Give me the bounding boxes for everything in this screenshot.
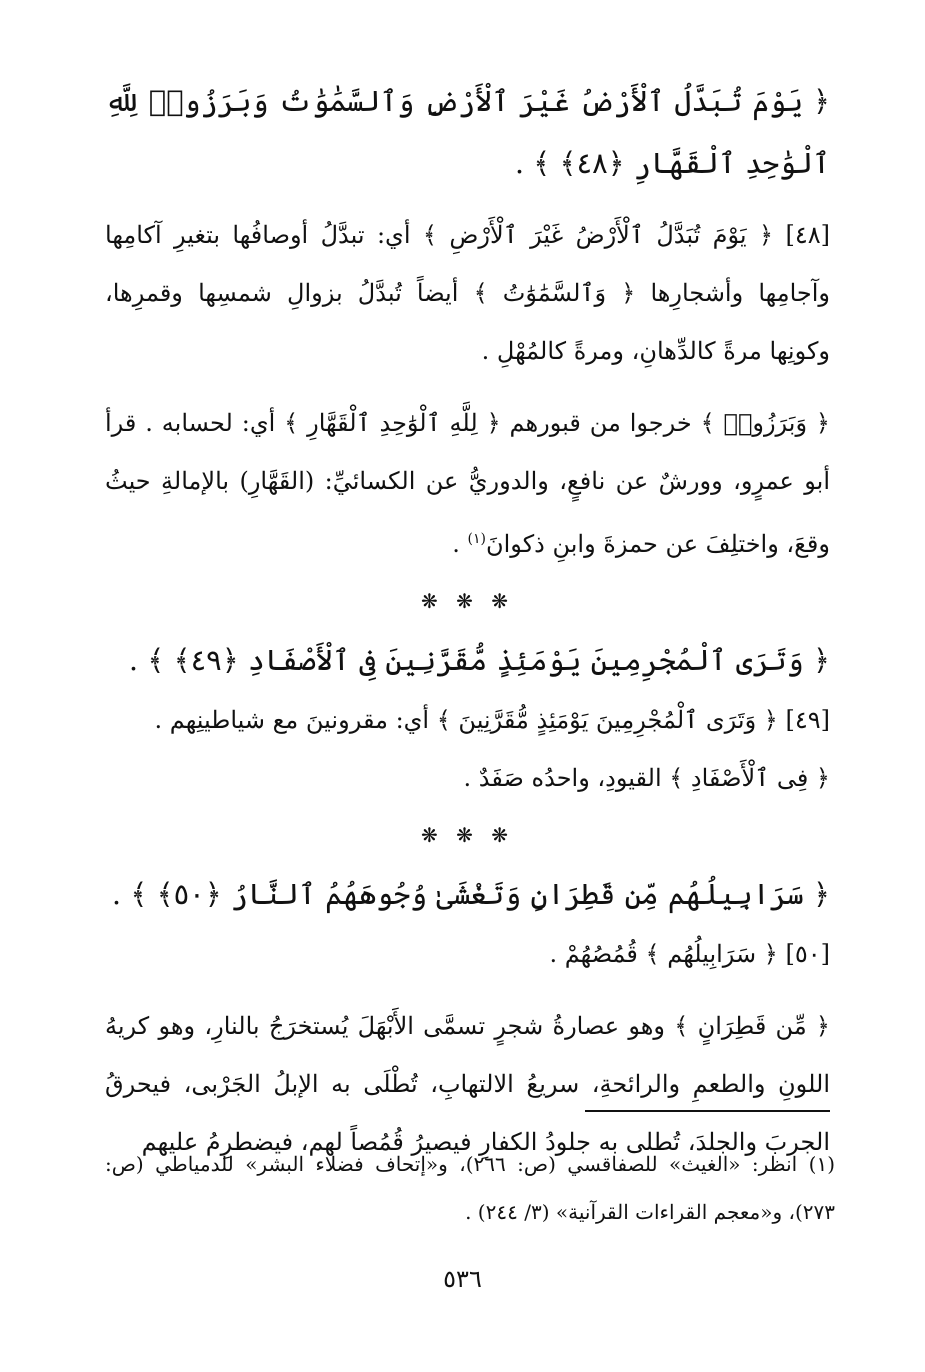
tafsir-48-paragraph-2 [105,394,830,573]
tafsir-50-paragraph-2: ﴿ مِّن قَطِرَانٍ ﴾ وهو عصارةُ شجرٍ تسمَّى الأَبْهَلَ يُستخرَجُ بالنارِ، وهو كريهُ اللونِ والطعمِ والرائحةِ، سريعُ الالتهابِ، تُطْلَى به الإبلُ الجَرْبى، فيحرقُ الجربَ والجلدَ، تُطلى به جلودُ الكفارِ فيصيرُ قُمُصاً لهم، فيضطرِمُ عليهم [105,1012,830,1156]
quran-verse-49: ﴿ وَتَرَى ٱلْمُجْرِمِينَ يَوْمَئِذٍ مُّقَرَّنِينَ فِى ٱلْأَصْفَادِ ﴿٤٩﴾ ﴾ . [128,643,830,677]
quran-verse-48: ﴿ يَوْمَ تُبَدَّلُ ٱلْأَرْضُ غَيْرَ ٱلْأَرْضِ وَٱلسَّمَٰوَٰتُ وَبَرَزُوا۟ لِلَّهِ ٱلْوَٰحِدِ ٱلْقَهَّارِ ﴿٤٨﴾ ﴾ . [105,84,830,180]
tafsir-49-paragraph-1: [٤٩] ﴿ وَتَرَى ٱلْمُجْرِمِينَ يَوْمَئِذٍ مُّقَرَّنِينَ ﴾ أي: مقرونينَ مع شياطينِهم . [154,706,830,734]
tafsir-48-paragraph-1: [٤٨] ﴿ يَوْمَ تُبَدَّلُ ٱلْأَرْضُ غَيْرَ ٱلْأَرْضِ ﴾ أي: تبدَّلُ أوصافُها بتغيرِ آكامِها وآجامِها وأشجارِها ﴿ وَٱلسَّمَٰوَٰتُ ﴾ أيضاً تُبدَّلُ بزوالِ شمسِها وقمرِها، وكونِها مرةً كالدِّهانِ، ومرةً كالمُهْلِ . [105,221,830,365]
section-separator-1: ❋ ❋ ❋ [421,589,514,613]
footnote-1: (١) انظر: «الغيث» للصفاقسي (ص: ٢٦٦)، و«إتحاف فضلاء البشر» للدمياطي (ص: ٢٧٣)، و«معجم القراءات القرآنية» (٣/ ٢٤٤) . [105,1152,835,1224]
tafsir-49-paragraph-2: ﴿ فِى ٱلْأَصْفَادِ ﴾ القيودِ، واحدُه صَفَدٌ . [463,764,830,792]
quran-verse-50: ﴿ سَرَابِيلُهُم مِّن قَطِرَانٍ وَتَغْشَىٰ وُجُوهَهُمُ ٱلنَّارُ ﴿٥٠﴾ ﴾ . [111,877,830,911]
footnote-marker[interactable]: (١) [467,531,487,547]
tafsir-48-paragraph-2-text: ﴿ وَبَرَزُوا۟ ﴾ خرجوا من قبورهم ﴿ لِلَّهِ ٱلْوَٰحِدِ ٱلْقَهَّارِ ﴾ أي: لحسابه . قرأ أبو عمرٍو، وورشٌ عن نافعٍ، والدوريُّ عن الكسائيِّ: (القَهَّارِ) بالإمالةِ حيثُ وقعَ، واختلِفَ عن حمزةَ وابنِ ذكوانَ [105,409,830,558]
section-separator-2: ❋ ❋ ❋ [421,823,514,847]
tafsir-50-paragraph-1: [٥٠] ﴿ سَرَابِيلُهُم ﴾ قُمُصُهُمْ . [549,940,830,968]
page-number: ٥٣٦ [443,1265,482,1293]
footnote-divider [585,1110,830,1112]
tafsir-48-paragraph-2-end: . [452,530,468,558]
footnotes [105,1140,835,1236]
